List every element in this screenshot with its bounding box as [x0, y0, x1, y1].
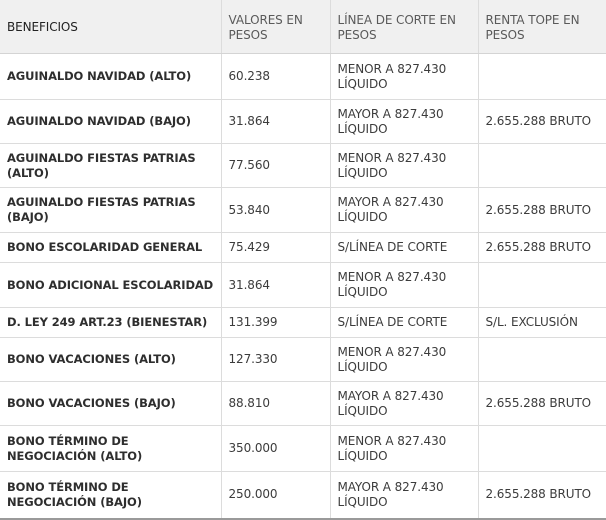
- cell-beneficio: BONO ESCOLARIDAD GENERAL: [0, 233, 221, 263]
- table-row: [0, 426, 606, 472]
- table-row: [0, 382, 606, 426]
- cell-valor: 350.000: [221, 426, 330, 472]
- cell-linea-corte: MAYOR A 827.430 LÍQUIDO: [330, 100, 478, 144]
- cell-beneficio: AGUINALDO FIESTAS PATRIAS (ALTO): [0, 144, 221, 188]
- cell-valor: 53.840: [221, 188, 330, 233]
- cell-beneficio: BONO VACACIONES (ALTO): [0, 338, 221, 382]
- table-row: [0, 308, 606, 338]
- table-row: [0, 472, 606, 519]
- cell-renta-tope: [478, 54, 606, 100]
- cell-valor: 31.864: [221, 263, 330, 308]
- cell-valor: 131.399: [221, 308, 330, 338]
- cell-beneficio: D. LEY 249 ART.23 (BIENESTAR): [0, 308, 221, 338]
- cell-valor: 75.429: [221, 233, 330, 263]
- table-row: [0, 263, 606, 308]
- cell-renta-tope: 2.655.288 BRUTO: [478, 100, 606, 144]
- table-row: [0, 338, 606, 382]
- table-row: [0, 100, 606, 144]
- cell-valor: 88.810: [221, 382, 330, 426]
- cell-linea-corte: MENOR A 827.430 LÍQUIDO: [330, 426, 478, 472]
- cell-linea-corte: MENOR A 827.430 LÍQUIDO: [330, 54, 478, 100]
- cell-renta-tope: 2.655.288 BRUTO: [478, 233, 606, 263]
- cell-valor: 127.330: [221, 338, 330, 382]
- cell-renta-tope: [478, 338, 606, 382]
- table-row: [0, 233, 606, 263]
- cell-renta-tope: [478, 263, 606, 308]
- cell-beneficio: AGUINALDO FIESTAS PATRIAS (BAJO): [0, 188, 221, 233]
- cell-renta-tope: 2.655.288 BRUTO: [478, 472, 606, 519]
- cell-beneficio: BONO TÉRMINO DE NEGOCIACIÓN (BAJO): [0, 472, 221, 519]
- cell-valor: 77.560: [221, 144, 330, 188]
- cell-beneficio: AGUINALDO NAVIDAD (BAJO): [0, 100, 221, 144]
- cell-valor: 31.864: [221, 100, 330, 144]
- header-linea-corte: LÍNEA DE CORTE EN PESOS: [330, 0, 478, 54]
- cell-renta-tope: 2.655.288 BRUTO: [478, 188, 606, 233]
- cell-linea-corte: MAYOR A 827.430 LÍQUIDO: [330, 188, 478, 233]
- cell-valor: 250.000: [221, 472, 330, 519]
- cell-linea-corte: MENOR A 827.430 LÍQUIDO: [330, 338, 478, 382]
- cell-beneficio: AGUINALDO NAVIDAD (ALTO): [0, 54, 221, 100]
- cell-linea-corte: MENOR A 827.430 LÍQUIDO: [330, 144, 478, 188]
- cell-linea-corte: MENOR A 827.430 LÍQUIDO: [330, 263, 478, 308]
- header-beneficios: BENEFICIOS: [0, 0, 221, 54]
- table-row: [0, 54, 606, 100]
- table-row: [0, 144, 606, 188]
- header-renta-tope: RENTA TOPE EN PESOS: [478, 0, 606, 54]
- cell-linea-corte: S/LÍNEA DE CORTE: [330, 233, 478, 263]
- table-row: [0, 188, 606, 233]
- table-header-row: [0, 0, 606, 54]
- cell-renta-tope: 2.655.288 BRUTO: [478, 382, 606, 426]
- cell-renta-tope: [478, 144, 606, 188]
- cell-linea-corte: MAYOR A 827.430 LÍQUIDO: [330, 382, 478, 426]
- cell-renta-tope: S/L. EXCLUSIÓN: [478, 308, 606, 338]
- cell-renta-tope: [478, 426, 606, 472]
- header-valores: VALORES EN PESOS: [221, 0, 330, 54]
- cell-valor: 60.238: [221, 54, 330, 100]
- cell-beneficio: BONO TÉRMINO DE NEGOCIACIÓN (ALTO): [0, 426, 221, 472]
- cell-linea-corte: S/LÍNEA DE CORTE: [330, 308, 478, 338]
- cell-linea-corte: MAYOR A 827.430 LÍQUIDO: [330, 472, 478, 519]
- cell-beneficio: BONO VACACIONES (BAJO): [0, 382, 221, 426]
- cell-beneficio: BONO ADICIONAL ESCOLARIDAD: [0, 263, 221, 308]
